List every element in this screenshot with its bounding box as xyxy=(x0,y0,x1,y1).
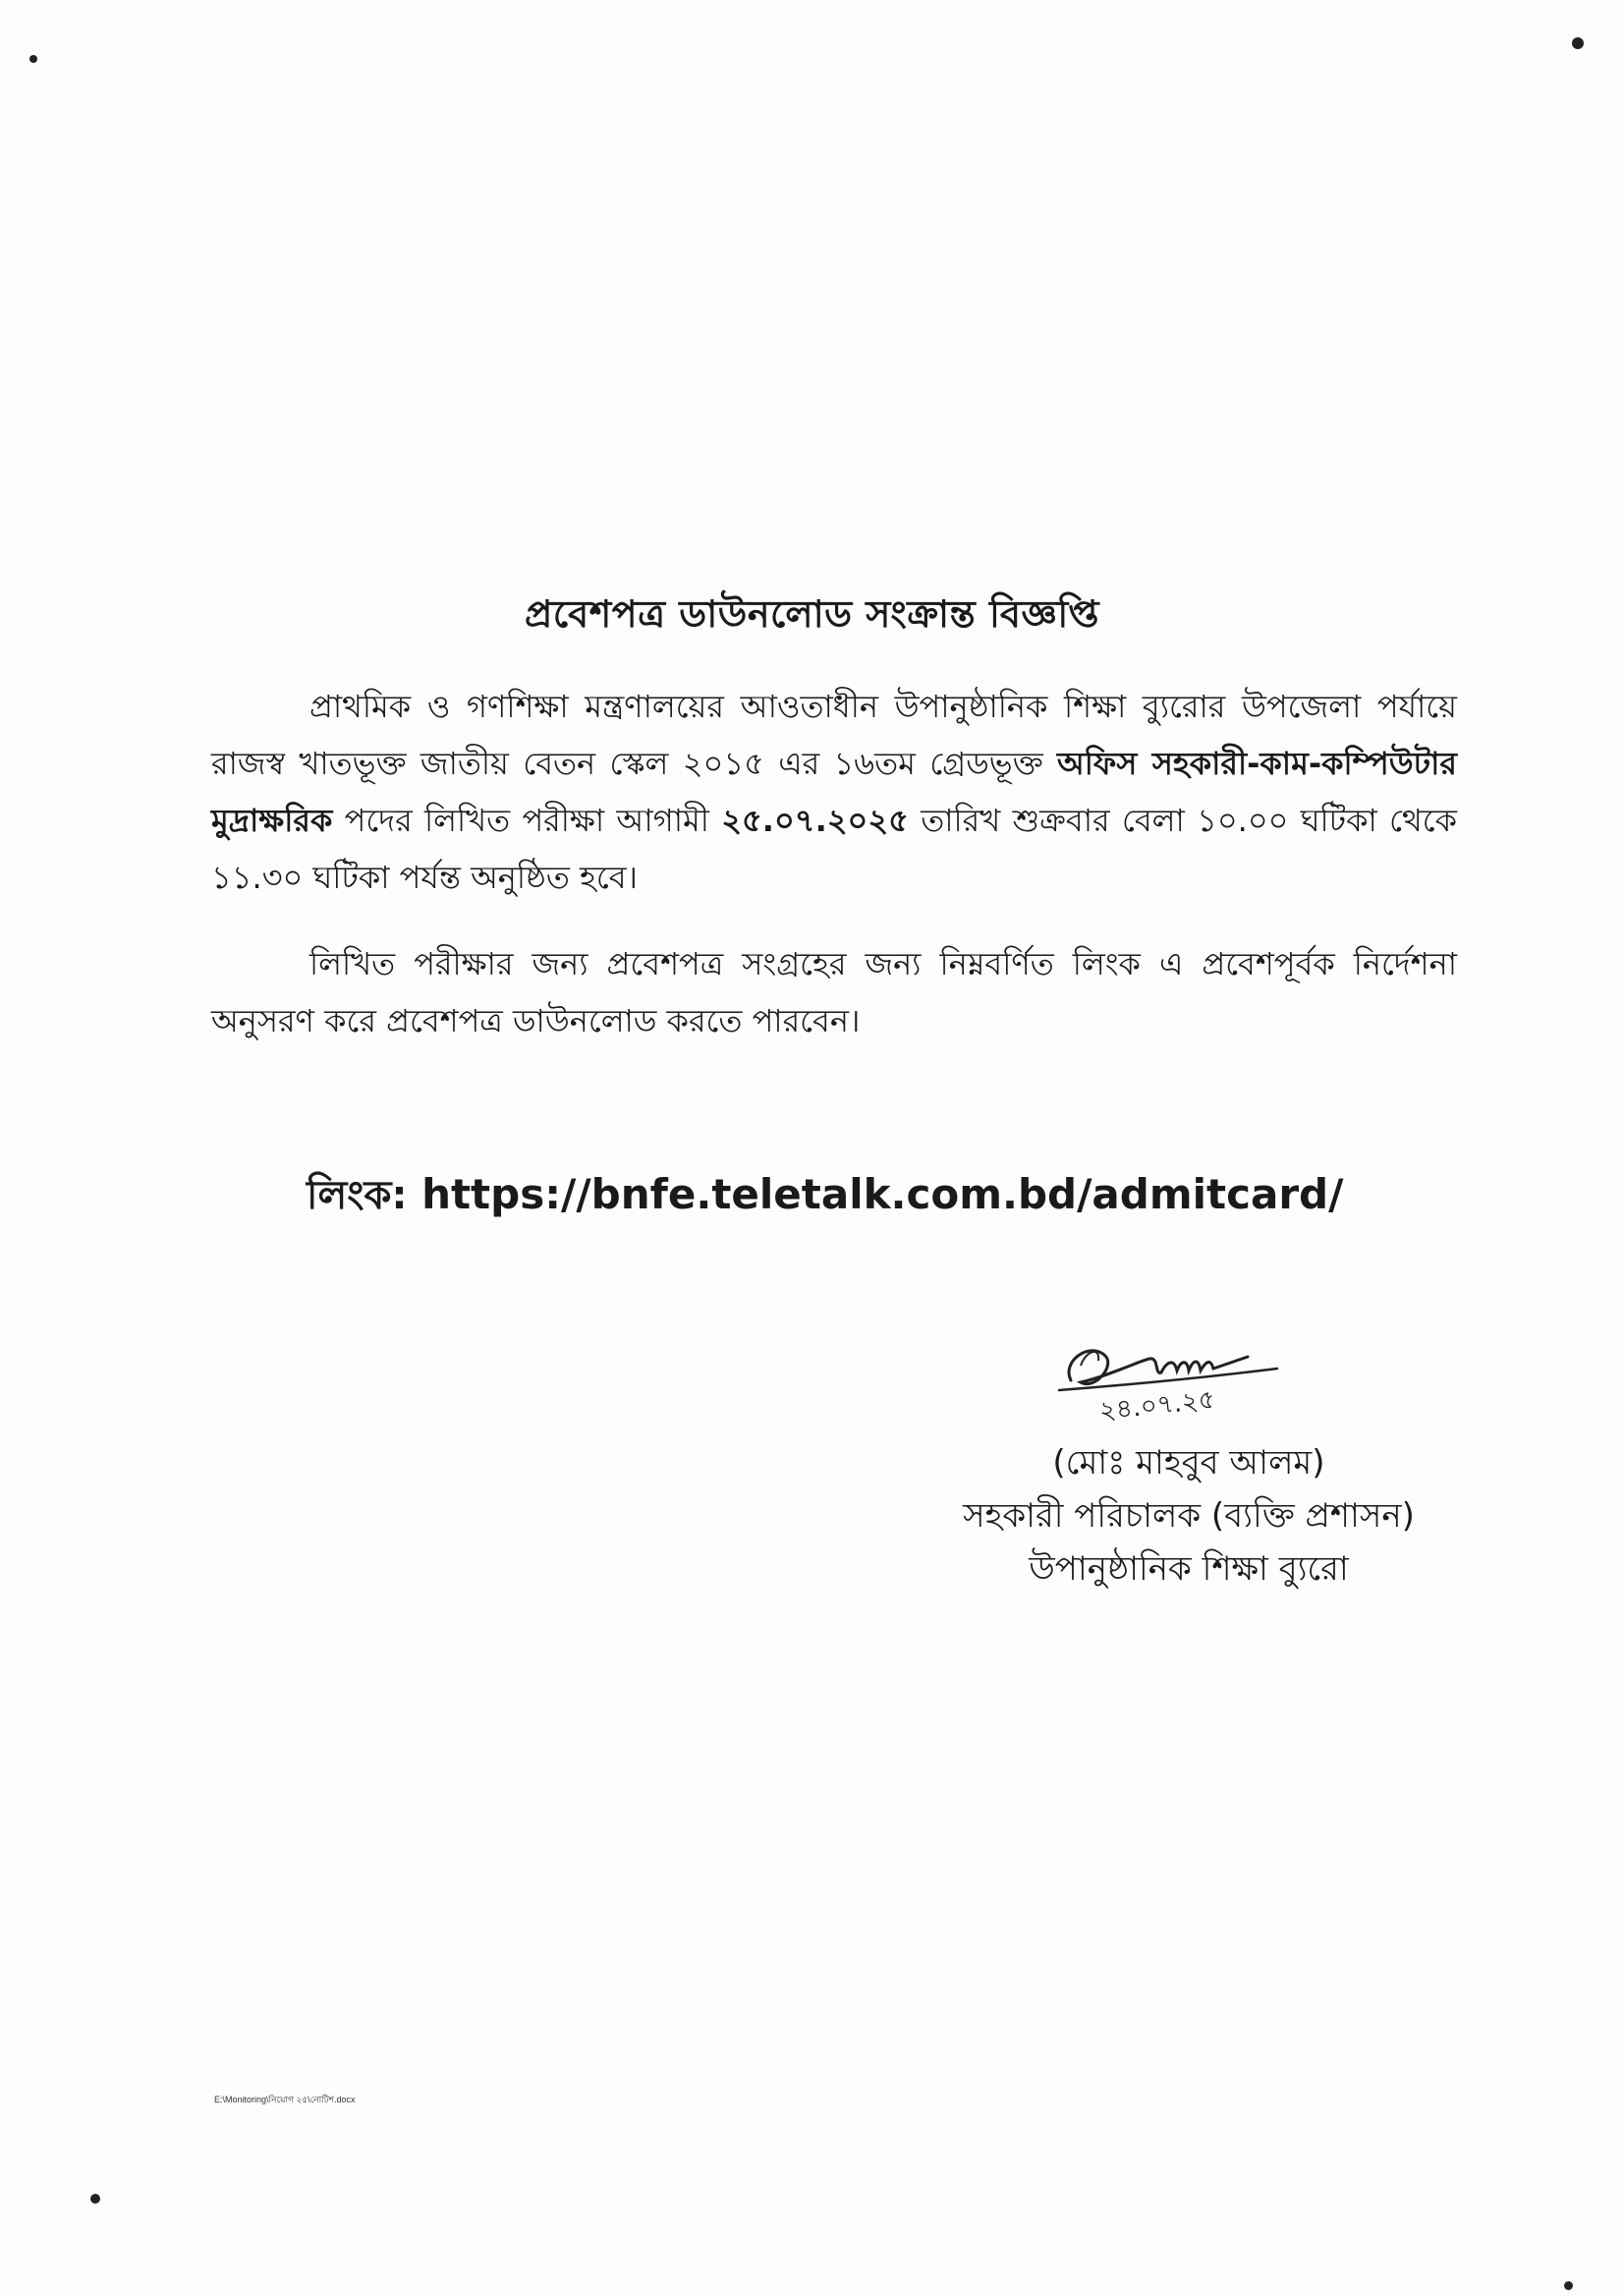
admit-card-link-line xyxy=(307,1164,1584,1230)
notice-title: প্রবেশপত্র ডাউনলোড সংক্রান্ত বিজ্ঞপ্তি xyxy=(525,592,1099,636)
post-name: অফিস সহকারী-কাম-কম্পিউটার মুদ্রাক্ষরিক xyxy=(211,745,1457,839)
scan-mark-bottom-right xyxy=(1564,2281,1573,2290)
admit-card-link[interactable]: https://bnfe.teletalk.com.bd/admitcard/ xyxy=(421,1170,1344,1218)
signatory-designation: সহকারী পরিচালক (ব্যক্তি প্রশাসন) xyxy=(963,1496,1415,1536)
scan-mark-top-right xyxy=(1572,37,1584,49)
para1-text-mid: পদের লিখিত পরীক্ষা আগামী xyxy=(332,802,722,839)
notice-paragraph-2 xyxy=(211,935,1457,1049)
signature-date: ২৪.০৭.২৫ xyxy=(1097,1384,1216,1427)
signatory-office: উপানুষ্ঠানিক শিক্ষা ব্যুরো xyxy=(1029,1549,1349,1589)
notice-paragraph-1 xyxy=(211,678,1457,906)
handwritten-signature xyxy=(1051,1321,1307,1429)
signatory-name: (মোঃ মাহবুব আলম) xyxy=(1052,1443,1325,1483)
link-label: লিংক: xyxy=(307,1173,408,1218)
scan-mark-top-left xyxy=(29,55,37,63)
signatory-block xyxy=(855,1436,1523,1596)
para1-text-start: প্রাথমিক ও গণশিক্ষা মন্ত্রণালয়ের আওতাধীন উপানুষ্ঠানিক শিক্ষা ব্যুরোর উপজেলা পর্যায়ে রাজস্ব খাতভূক্ত জাতীয় বেতন স্কেল ২০১৫ এর ১৬তম গ্রেডভূক্ত xyxy=(211,688,1457,782)
exam-date: ২৫.০৭.২০২৫ xyxy=(721,802,909,839)
file-path-footer: E:\Monitoring\নিয়োগ ২৫\নোটিশ.docx xyxy=(214,2095,356,2104)
scan-mark-bottom-left xyxy=(90,2194,100,2204)
para2-text: লিখিত পরীক্ষার জন্য প্রবেশপত্র সংগ্রহের জন্য নিম্নবর্ণিত লিংক এ প্রবেশপূর্বক নির্দেশনা অনুসরণ করে প্রবেশপত্র ডাউনলোড করতে পারবেন। xyxy=(211,945,1457,1039)
para1-text-end: তারিখ শুক্রবার বেলা ১০.০০ ঘটিকা থেকে ১১.৩০ ঘটিকা পর্যন্ত অনুষ্ঠিত হবে। xyxy=(211,802,1457,896)
